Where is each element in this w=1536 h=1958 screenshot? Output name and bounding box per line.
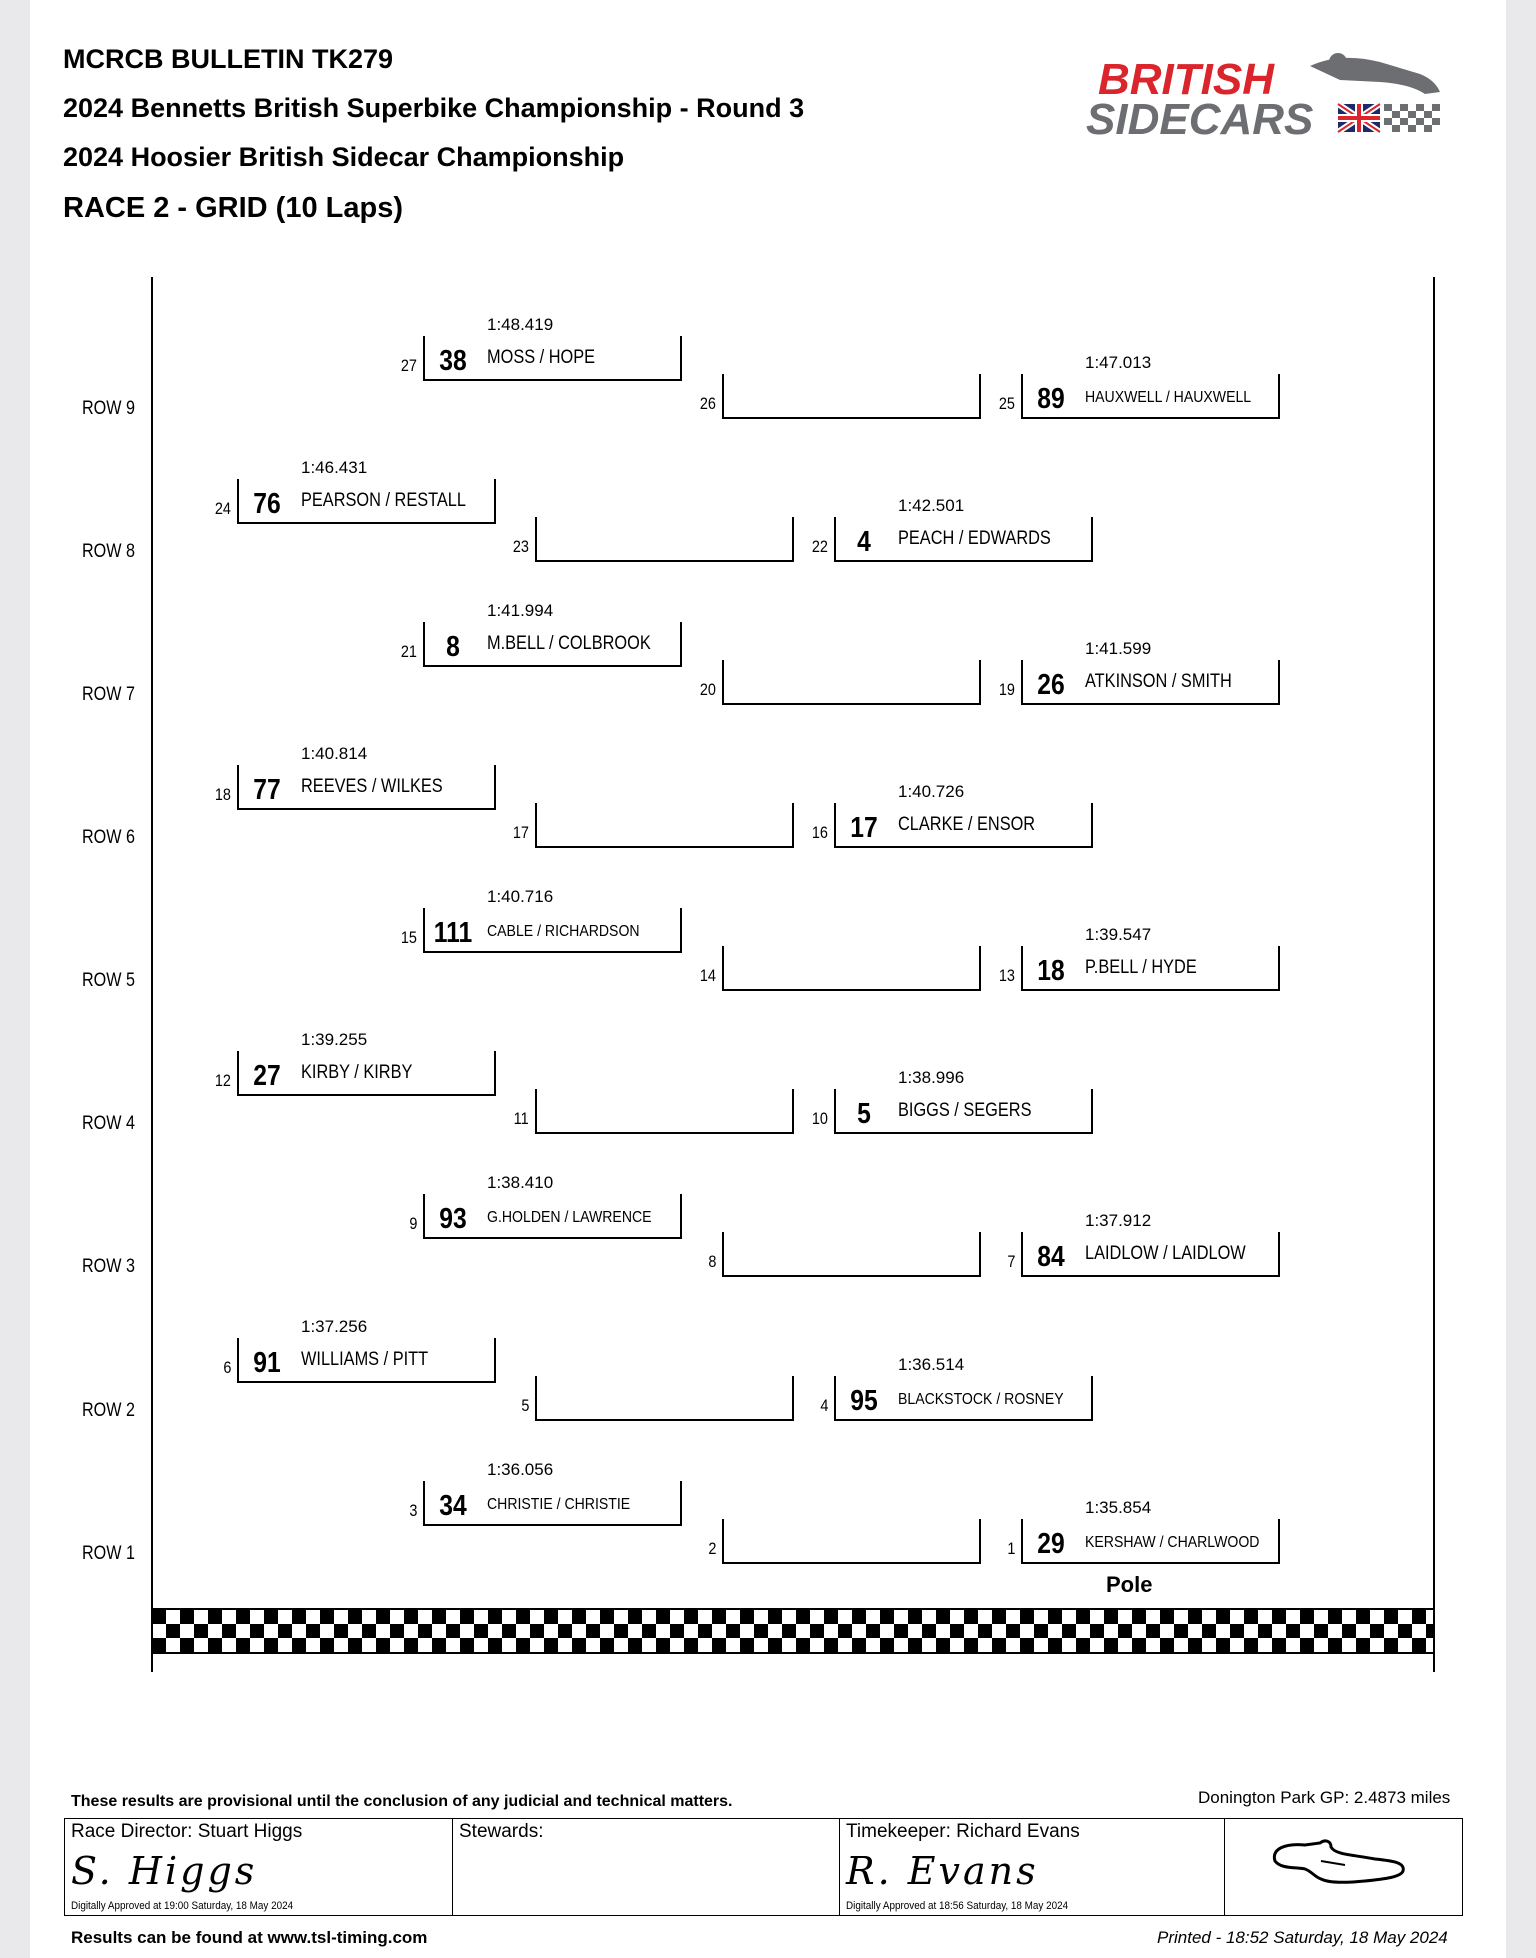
- grid-slot-empty: [512, 803, 794, 848]
- pole-label: Pole: [1106, 1572, 1153, 1597]
- checker-square: [446, 1624, 460, 1638]
- grid-slot: [811, 496, 1093, 562]
- grid-slot: [998, 353, 1280, 419]
- qualifying-time: 1:42.501: [898, 496, 965, 515]
- bulletin-title: MCRCB BULLETIN TK279: [63, 44, 394, 74]
- grid-position: 26: [699, 394, 716, 413]
- grid-position: 20: [699, 680, 716, 699]
- race-number: 17: [850, 812, 878, 844]
- grid-position: 11: [513, 1109, 529, 1128]
- checker-square: [1076, 1610, 1090, 1624]
- race-number: 93: [439, 1203, 467, 1235]
- checker-square: [208, 1610, 222, 1624]
- checker-square: [824, 1610, 838, 1624]
- checker-square: [614, 1624, 628, 1638]
- checker-square: [894, 1624, 908, 1638]
- checker-square: [600, 1638, 614, 1652]
- crew-names: PEACH / EDWARDS: [898, 528, 1051, 549]
- grid-slot: [400, 887, 682, 953]
- checker-square: [264, 1610, 278, 1624]
- qualifying-time: 1:46.431: [301, 458, 368, 477]
- grid-slot-empty: [513, 1089, 794, 1134]
- checker-square: [376, 1610, 390, 1624]
- results-link[interactable]: Results can be found at www.tsl-timing.com: [71, 1928, 428, 1947]
- race-number: 29: [1037, 1528, 1065, 1560]
- race-number: 91: [253, 1347, 281, 1379]
- row-label: ROW 6: [82, 827, 135, 848]
- provisional-notice: These results are provisional until the conclusion of any judicial and technical matters.: [71, 1793, 733, 1810]
- checker-square: [264, 1638, 278, 1652]
- checker-square: [628, 1638, 642, 1652]
- qualifying-time: 1:41.599: [1085, 639, 1152, 658]
- checker-square: [600, 1610, 614, 1624]
- grid-slot: [811, 782, 1093, 848]
- checker-square: [222, 1624, 236, 1638]
- qualifying-time: 1:48.419: [487, 315, 554, 334]
- timekeeper-signature: R. Evans: [846, 1849, 1039, 1893]
- checker-square: [740, 1638, 754, 1652]
- grid-position: 22: [811, 537, 828, 556]
- checker-square: [1132, 1638, 1146, 1652]
- checker-square: [908, 1638, 922, 1652]
- checker-square: [1370, 1624, 1384, 1638]
- checker-square: [1132, 1610, 1146, 1624]
- qualifying-time: 1:37.912: [1085, 1211, 1152, 1230]
- grid-slot: [998, 925, 1280, 991]
- checker-square: [1160, 1610, 1174, 1624]
- checker-square: [1356, 1610, 1370, 1624]
- checker-square: [852, 1638, 866, 1652]
- checker-square: [1314, 1624, 1328, 1638]
- checker-square: [1272, 1638, 1286, 1652]
- checker-square: [516, 1638, 530, 1652]
- crew-names: PEARSON / RESTALL: [301, 490, 466, 511]
- grid-position: 10: [811, 1109, 828, 1128]
- grid-slot: [214, 1030, 496, 1096]
- crew-names: BIGGS / SEGERS: [898, 1100, 1032, 1121]
- checker-square: [684, 1638, 698, 1652]
- checker-square: [1062, 1624, 1076, 1638]
- checker-square: [558, 1624, 572, 1638]
- checker-square: [208, 1638, 222, 1652]
- checker-square: [194, 1624, 208, 1638]
- grid-slot-empty: [520, 1376, 794, 1421]
- grid-position: 4: [819, 1396, 828, 1415]
- checker-square: [782, 1624, 796, 1638]
- grid-position: 18: [214, 785, 231, 804]
- checker-square: [404, 1638, 418, 1652]
- qualifying-time: 1:41.994: [487, 601, 554, 620]
- grid-position: 8: [707, 1252, 716, 1271]
- checker-square: [180, 1610, 194, 1624]
- grid-slot: [222, 1317, 496, 1383]
- championship-title: 2024 Hoosier British Sidecar Championship: [63, 142, 625, 172]
- grid-position: 13: [998, 966, 1015, 985]
- crew-names: REEVES / WILKES: [301, 776, 443, 797]
- grid-position: 16: [811, 823, 828, 842]
- checker-square: [460, 1638, 474, 1652]
- row-label: ROW 3: [82, 1256, 135, 1277]
- checkered-flag-icon: [1384, 104, 1440, 132]
- grid-position: 21: [400, 642, 417, 661]
- crew-names: LAIDLOW / LAIDLOW: [1085, 1243, 1246, 1264]
- qualifying-time: 1:35.854: [1085, 1498, 1152, 1517]
- checkered-finish-line: [152, 1608, 1435, 1654]
- checker-square: [1230, 1624, 1244, 1638]
- checker-square: [320, 1610, 334, 1624]
- crew-names: G.HOLDEN / LAWRENCE: [487, 1209, 652, 1226]
- checker-square: [642, 1624, 656, 1638]
- crew-names: KIRBY / KIRBY: [301, 1062, 413, 1083]
- checker-square: [306, 1624, 320, 1638]
- race-title: RACE 2 - GRID (10 Laps): [63, 192, 403, 224]
- grid-slot: [998, 639, 1280, 705]
- checker-square: [950, 1624, 964, 1638]
- checker-square: [1216, 1638, 1230, 1652]
- checker-square: [656, 1610, 670, 1624]
- checker-square: [278, 1624, 292, 1638]
- checker-square: [908, 1610, 922, 1624]
- checker-square: [544, 1610, 558, 1624]
- checker-square: [1356, 1638, 1370, 1652]
- crew-names: CHRISTIE / CHRISTIE: [487, 1496, 631, 1513]
- grid-position: 24: [214, 499, 231, 518]
- qualifying-time: 1:39.547: [1085, 925, 1152, 944]
- race-director-label: Race Director: Stuart Higgs: [71, 1821, 303, 1842]
- grid-position: 15: [400, 928, 417, 947]
- crew-names: ATKINSON / SMITH: [1085, 671, 1232, 692]
- checker-square: [712, 1638, 726, 1652]
- checker-square: [432, 1638, 446, 1652]
- checker-square: [236, 1610, 250, 1624]
- checker-square: [964, 1638, 978, 1652]
- checker-square: [670, 1624, 684, 1638]
- grid-position: 3: [408, 1501, 417, 1520]
- grid-position: 12: [214, 1071, 231, 1090]
- qualifying-time: 1:47.013: [1085, 353, 1152, 372]
- crew-names: M.BELL / COLBROOK: [487, 633, 651, 654]
- checker-square: [1398, 1624, 1412, 1638]
- timekeeper-approval: Digitally Approved at 18:56 Saturday, 18 May 2024: [846, 1900, 1069, 1912]
- grid-slot: [408, 1460, 682, 1526]
- checker-square: [698, 1624, 712, 1638]
- crew-names: CLARKE / ENSOR: [898, 814, 1036, 835]
- qualifying-time: 1:40.726: [898, 782, 965, 801]
- checker-square: [488, 1610, 502, 1624]
- circuit-map-box: [1224, 1818, 1463, 1916]
- race-number: 5: [857, 1098, 871, 1130]
- checker-square: [292, 1610, 306, 1624]
- grid-position: 1: [1006, 1539, 1015, 1558]
- checker-square: [852, 1610, 866, 1624]
- checker-square: [1174, 1624, 1188, 1638]
- qualifying-time: 1:36.514: [898, 1355, 965, 1374]
- checker-square: [712, 1610, 726, 1624]
- grid-slot-empty: [707, 1232, 981, 1277]
- logo-text-sidecars: SIDECARS: [1086, 95, 1314, 144]
- grid-position: 23: [512, 537, 529, 556]
- row-label: ROW 1: [82, 1543, 135, 1564]
- checker-square: [502, 1624, 516, 1638]
- checker-square: [334, 1624, 348, 1638]
- checker-square: [740, 1610, 754, 1624]
- grid-position: 7: [1006, 1252, 1015, 1271]
- checker-square: [152, 1610, 166, 1624]
- checker-square: [1188, 1638, 1202, 1652]
- checker-square: [1426, 1624, 1435, 1638]
- checker-square: [572, 1638, 586, 1652]
- checker-square: [1076, 1638, 1090, 1652]
- checker-square: [404, 1610, 418, 1624]
- checker-square: [166, 1624, 180, 1638]
- grid-position: 2: [707, 1539, 716, 1558]
- checker-square: [796, 1638, 810, 1652]
- checker-square: [768, 1638, 782, 1652]
- crew-names: P.BELL / HYDE: [1085, 957, 1197, 978]
- crew-names: KERSHAW / CHARLWOOD: [1085, 1534, 1260, 1551]
- grid-slot-empty: [707, 1519, 981, 1564]
- checker-square: [1020, 1610, 1034, 1624]
- grid-slot-empty: [699, 374, 981, 419]
- checker-square: [1020, 1638, 1034, 1652]
- grid-right-border: [1433, 277, 1435, 1672]
- row-label: ROW 7: [82, 684, 135, 705]
- race-number: 18: [1037, 955, 1065, 987]
- checker-square: [1412, 1610, 1426, 1624]
- grid-position: 19: [998, 680, 1015, 699]
- grid-slot: [400, 315, 682, 381]
- qualifying-time: 1:40.716: [487, 887, 554, 906]
- checker-square: [1118, 1624, 1132, 1638]
- race-director-box: [64, 1818, 453, 1916]
- checker-square: [1328, 1638, 1342, 1652]
- race-number: 111: [433, 917, 473, 949]
- race-number: 26: [1037, 669, 1065, 701]
- checker-square: [152, 1638, 166, 1652]
- race-director-approval: Digitally Approved at 19:00 Saturday, 18 May 2024: [71, 1900, 294, 1912]
- grid-position: 6: [222, 1358, 231, 1377]
- timekeeper-box: [839, 1818, 1225, 1916]
- grid-left-border: [151, 277, 153, 1672]
- checker-square: [796, 1610, 810, 1624]
- checker-square: [376, 1638, 390, 1652]
- checker-square: [1384, 1610, 1398, 1624]
- checker-square: [1104, 1638, 1118, 1652]
- checker-square: [992, 1638, 1006, 1652]
- checker-square: [1300, 1610, 1314, 1624]
- grid-position: 17: [512, 823, 529, 842]
- checker-square: [474, 1624, 488, 1638]
- race-director-signature: S. Higgs: [71, 1849, 258, 1893]
- checker-square: [1342, 1624, 1356, 1638]
- crew-names: BLACKSTOCK / ROSNEY: [898, 1391, 1064, 1408]
- qualifying-time: 1:38.996: [898, 1068, 965, 1087]
- timekeeper-label: Timekeeper: Richard Evans: [846, 1821, 1080, 1842]
- checker-square: [880, 1638, 894, 1652]
- checker-square: [1412, 1638, 1426, 1652]
- grid-slot: [811, 1068, 1093, 1134]
- crew-names: WILLIAMS / PITT: [301, 1349, 429, 1370]
- checker-square: [838, 1624, 852, 1638]
- qualifying-time: 1:36.056: [487, 1460, 554, 1479]
- grid-slot: [1006, 1498, 1280, 1564]
- race-number: 95: [850, 1385, 878, 1417]
- grid-slot: [408, 1173, 682, 1239]
- row-label: ROW 9: [82, 398, 135, 419]
- checker-square: [978, 1624, 992, 1638]
- checker-square: [1048, 1638, 1062, 1652]
- race-number: 77: [253, 774, 281, 806]
- checker-square: [348, 1610, 362, 1624]
- race-number: 89: [1037, 383, 1065, 415]
- checker-square: [866, 1624, 880, 1638]
- checker-square: [1244, 1638, 1258, 1652]
- grid-slot: [214, 744, 496, 810]
- race-number: 84: [1037, 1241, 1065, 1273]
- checker-square: [628, 1610, 642, 1624]
- checker-square: [936, 1638, 950, 1652]
- checker-square: [824, 1638, 838, 1652]
- checker-square: [1202, 1624, 1216, 1638]
- checker-square: [1244, 1610, 1258, 1624]
- checker-square: [754, 1624, 768, 1638]
- checker-square: [418, 1624, 432, 1638]
- checker-square: [1146, 1624, 1160, 1638]
- checker-square: [460, 1610, 474, 1624]
- race-number: 4: [857, 526, 871, 558]
- checker-square: [1328, 1610, 1342, 1624]
- checker-square: [516, 1610, 530, 1624]
- race-number: 8: [446, 631, 460, 663]
- grid-slot: [400, 601, 682, 667]
- checker-square: [586, 1624, 600, 1638]
- crew-names: CABLE / RICHARDSON: [487, 923, 640, 940]
- union-flag-icon: [1338, 104, 1380, 132]
- checker-square: [1300, 1638, 1314, 1652]
- grid-position: 5: [520, 1396, 529, 1415]
- row-label: ROW 8: [82, 541, 135, 562]
- checker-square: [880, 1610, 894, 1624]
- qualifying-time: 1:38.410: [487, 1173, 554, 1192]
- checker-square: [964, 1610, 978, 1624]
- checker-square: [572, 1610, 586, 1624]
- checker-square: [1104, 1610, 1118, 1624]
- checker-square: [1384, 1638, 1398, 1652]
- race-number: 76: [253, 488, 281, 520]
- row-label: ROW 5: [82, 970, 135, 991]
- race-number: 38: [439, 345, 467, 377]
- circuit-map-icon: [1225, 1819, 1462, 1915]
- checker-square: [1006, 1624, 1020, 1638]
- checker-square: [362, 1624, 376, 1638]
- checker-square: [530, 1624, 544, 1638]
- printed-timestamp: Printed - 18:52 Saturday, 18 May 2024: [1157, 1928, 1448, 1947]
- qualifying-time: 1:39.255: [301, 1030, 368, 1049]
- british-sidecars-logo: [1080, 48, 1450, 144]
- checker-square: [1216, 1610, 1230, 1624]
- checker-square: [684, 1610, 698, 1624]
- checker-square: [1258, 1624, 1272, 1638]
- stewards-label: Stewards:: [459, 1821, 544, 1842]
- qualifying-time: 1:40.814: [301, 744, 368, 763]
- checker-square: [810, 1624, 824, 1638]
- checker-square: [726, 1624, 740, 1638]
- qualifying-time: 1:37.256: [301, 1317, 368, 1336]
- grid-slot: [1006, 1211, 1280, 1277]
- checker-square: [432, 1610, 446, 1624]
- checker-square: [348, 1638, 362, 1652]
- grid-slot-empty: [699, 946, 981, 991]
- grid-slot: [819, 1355, 1093, 1421]
- checker-square: [544, 1638, 558, 1652]
- logo-text-british: BRITISH: [1098, 55, 1274, 104]
- checker-square: [390, 1624, 404, 1638]
- grid-slot-empty: [699, 660, 981, 705]
- checker-square: [1272, 1610, 1286, 1624]
- row-label: ROW 2: [82, 1400, 135, 1421]
- checker-square: [1034, 1624, 1048, 1638]
- race-number: 34: [439, 1490, 467, 1522]
- checker-square: [292, 1638, 306, 1652]
- checker-square: [236, 1638, 250, 1652]
- checker-square: [488, 1638, 502, 1652]
- checker-square: [1160, 1638, 1174, 1652]
- checker-square: [1048, 1610, 1062, 1624]
- checker-square: [922, 1624, 936, 1638]
- checker-square: [180, 1638, 194, 1652]
- grid-position: 14: [699, 966, 716, 985]
- checker-square: [320, 1638, 334, 1652]
- event-title: 2024 Bennetts British Superbike Championship - Round 3: [63, 93, 805, 123]
- grid-position: 25: [998, 394, 1015, 413]
- race-number: 27: [253, 1060, 281, 1092]
- checker-square: [992, 1610, 1006, 1624]
- grid-position: 27: [400, 356, 417, 375]
- checker-square: [1286, 1624, 1300, 1638]
- checker-square: [936, 1610, 950, 1624]
- grid-slot-empty: [512, 517, 794, 562]
- stewards-box: [452, 1818, 840, 1916]
- crew-names: HAUXWELL / HAUXWELL: [1085, 389, 1252, 406]
- crew-names: MOSS / HOPE: [487, 347, 596, 368]
- circuit-info: Donington Park GP: 2.4873 miles: [1198, 1788, 1451, 1807]
- grid-slot: [214, 458, 496, 524]
- grid-position: 9: [408, 1214, 417, 1233]
- checker-square: [1188, 1610, 1202, 1624]
- checker-square: [656, 1638, 670, 1652]
- row-label: ROW 4: [82, 1113, 135, 1134]
- checker-square: [250, 1624, 264, 1638]
- checker-square: [1090, 1624, 1104, 1638]
- checker-square: [768, 1610, 782, 1624]
